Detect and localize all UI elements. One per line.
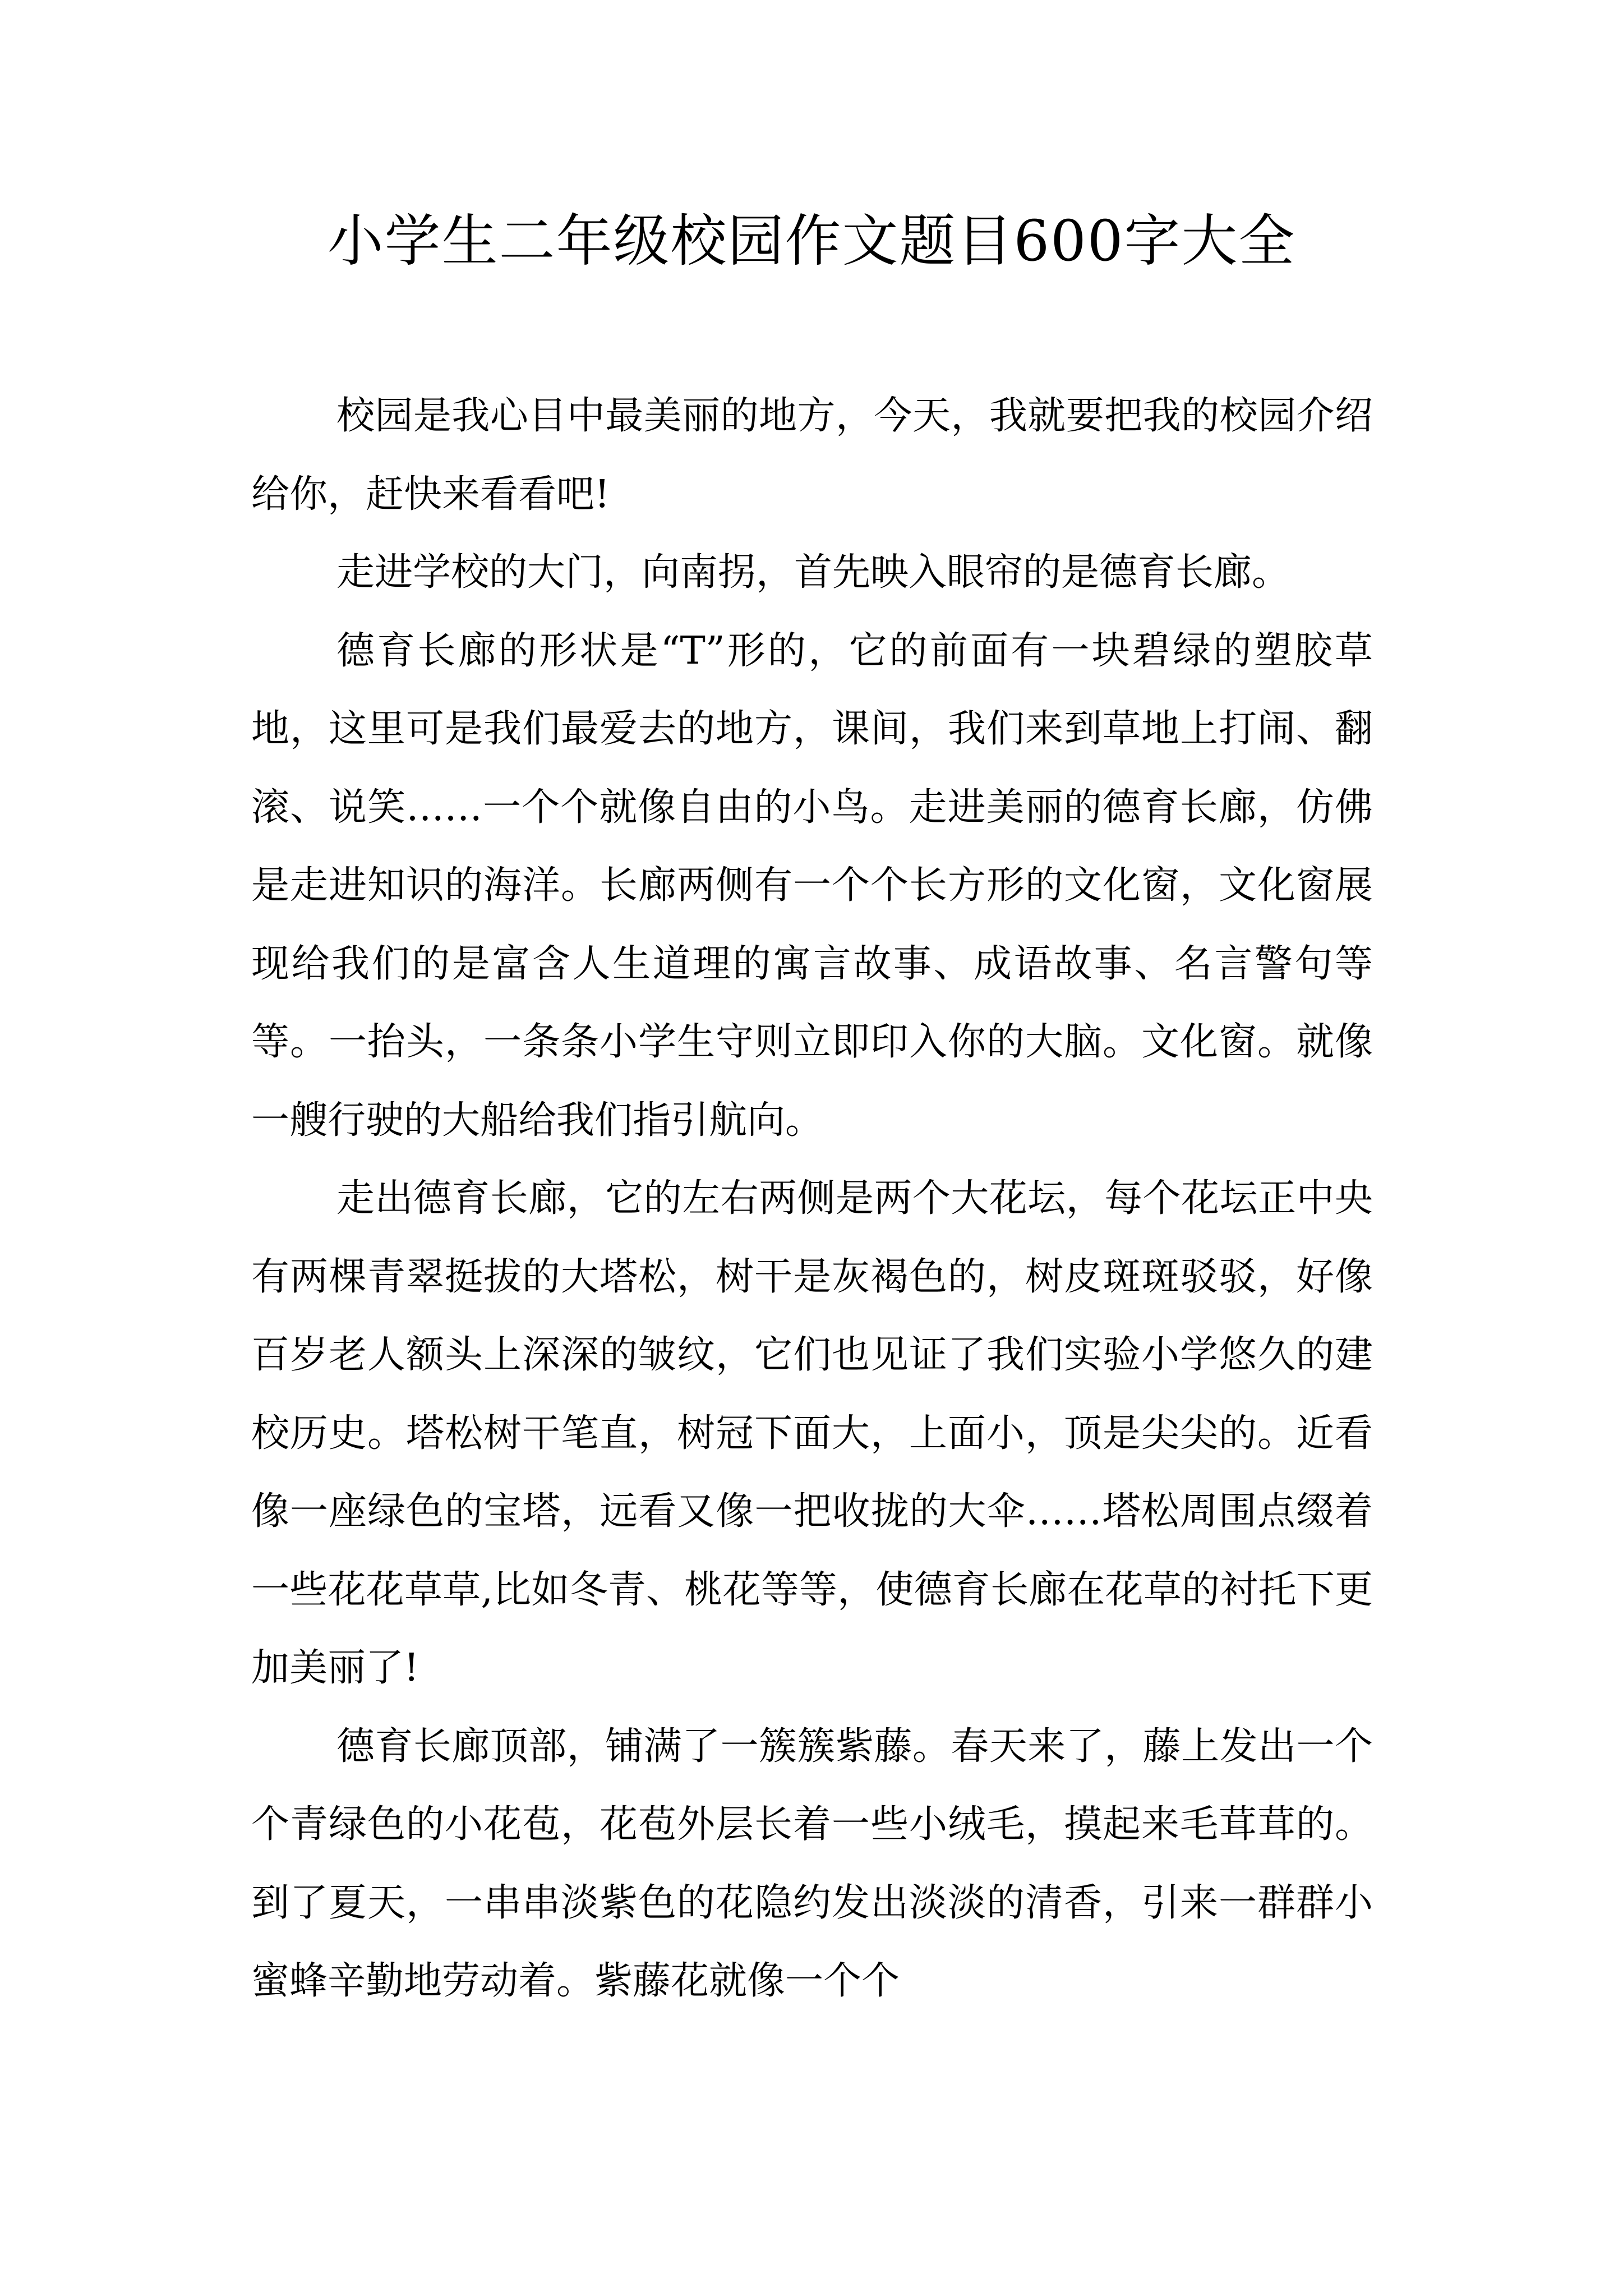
paragraph: 走出德育长廊，它的左右两侧是两个大花坛，每个花坛正中央有两棵青翠挺拔的大塔松，树干是灰褐色的，树皮斑斑驳驳，好像百岁老人额头上深深的皱纹，它们也见证了我们实验小学悠久的建校历史。塔松树干笔直，树冠下面大，上面小，顶是尖尖的。近看像一座绿色的宝塔，远看又像一把收拢的大伞……塔松周围点缀着一些花花草草,比如冬青、桃花等等，使德育长廊在花草的衬托下更加美丽了! xyxy=(251,1176,1373,1690)
document-body xyxy=(251,377,1373,2021)
paragraph: 走进学校的大门，向南拐，首先映入眼帘的是德育长廊。 xyxy=(336,550,1290,595)
paragraph: 德育长廊顶部，铺满了一簇簇紫藤。春天来了，藤上发出一个个青绿色的小花苞，花苞外层长着一些小绒毛，摸起来毛茸茸的。到了夏天，一串串淡紫色的花隐约发出淡淡的清香，引来一群群小蜜蜂辛勤地劳动着。紫藤花就像一个个 xyxy=(251,1724,1373,2003)
paragraph: 德育长廊的形状是“T”形的，它的前面有一块碧绿的塑胶草地，这里可是我们最爱去的地方，课间，我们来到草地上打闹、翻滚、说笑……一个个就像自由的小鸟。走进美丽的德育长廊，仿佛是走进知识的海洋。长廊两侧有一个个长方形的文化窗，文化窗展现给我们的是富含人生道理的寓言故事、成语故事、名言警句等等。一抬头，一条条小学生守则立即印入你的大脑。文化窗。就像一艘行驶的大船给我们指引航向。 xyxy=(251,628,1373,1143)
document-title: 小学生二年级校园作文题目600字大全 xyxy=(327,208,1296,274)
paragraph: 校园是我心目中最美丽的地方，今天，我就要把我的校园介绍给你，赶快来看看吧! xyxy=(251,394,1373,517)
